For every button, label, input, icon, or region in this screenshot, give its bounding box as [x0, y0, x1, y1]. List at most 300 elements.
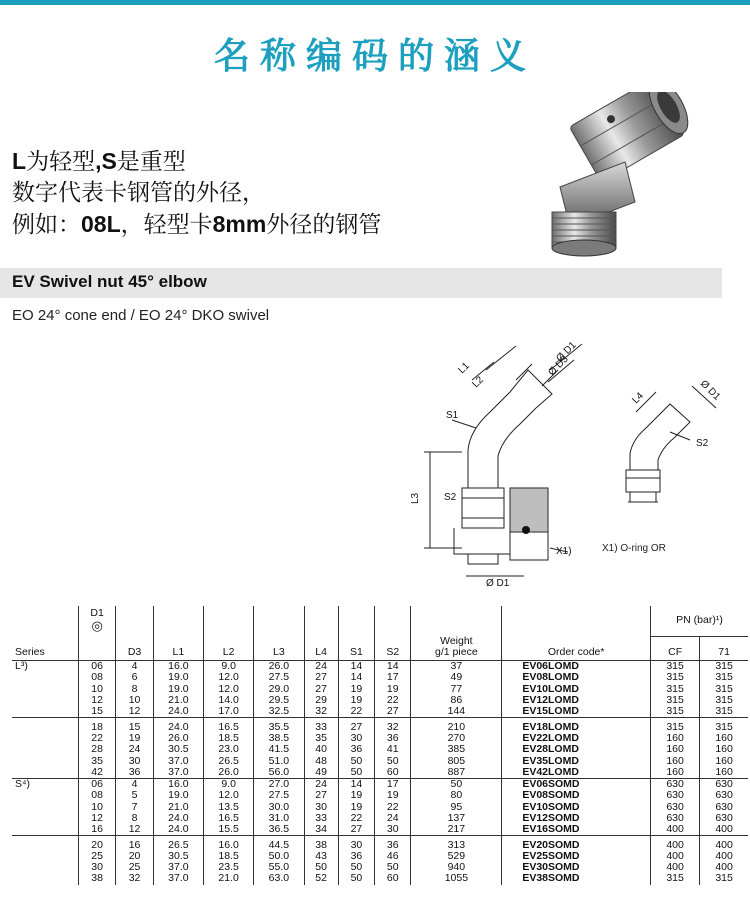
- cell-weight: 80: [411, 790, 502, 801]
- cell-l3: 41.5: [254, 744, 304, 755]
- cell-l1: 16.0: [153, 661, 203, 673]
- cell-d3: 10: [116, 695, 153, 706]
- cell-l3: 27.5: [254, 790, 304, 801]
- cell-l3: 29.0: [254, 684, 304, 695]
- cell-weight: 86: [411, 695, 502, 706]
- cell-s1: 14: [338, 661, 374, 673]
- cell-s2: 60: [375, 767, 411, 779]
- cell-order-code: EV08SOMD: [502, 790, 651, 801]
- cell-order-code: EV35LOMD: [502, 755, 651, 766]
- cell-l4: 24: [304, 661, 338, 673]
- th-pn: PN (bar)¹): [651, 606, 748, 636]
- cell-l2: 9.0: [204, 778, 254, 790]
- cell-s2: 22: [375, 802, 411, 813]
- cell-pn-cf: 315: [651, 873, 700, 884]
- cell-d1: 18: [78, 718, 115, 733]
- cell-order-code: EV20SOMD: [502, 836, 651, 851]
- cell-d1: 06: [78, 778, 115, 790]
- cell-pn-cf: 400: [651, 862, 700, 873]
- cell-series: [12, 695, 78, 706]
- cell-s2: 19: [375, 684, 411, 695]
- cell-pn-cf: 630: [651, 790, 700, 801]
- cell-pn-cf: 630: [651, 813, 700, 824]
- cell-order-code: EV12LOMD: [502, 695, 651, 706]
- cell-pn-71: 315: [700, 718, 748, 733]
- cell-l3: 31.0: [254, 813, 304, 824]
- cell-s1: 22: [338, 813, 374, 824]
- cell-weight: 313: [411, 836, 502, 851]
- cell-series: [12, 684, 78, 695]
- naming-explanation: [12, 146, 381, 241]
- cell-weight: 37: [411, 661, 502, 673]
- cell-s2: 50: [375, 862, 411, 873]
- cell-l3: 55.0: [254, 862, 304, 873]
- cell-d3: 4: [116, 778, 153, 790]
- cell-d1: 08: [78, 790, 115, 801]
- dim-label: S2: [444, 492, 457, 503]
- cell-pn-cf: 315: [651, 695, 700, 706]
- cell-d3: 15: [116, 718, 153, 733]
- intro-text: 是重型: [116, 149, 186, 175]
- cell-series: [12, 836, 78, 851]
- th-weight: Weight g/1 piece: [411, 636, 502, 661]
- cell-l2: 23.0: [204, 744, 254, 755]
- dim-label: L4: [630, 390, 646, 407]
- cell-l4: 40: [304, 744, 338, 755]
- table-row: [12, 836, 748, 851]
- cell-l1: 26.0: [153, 733, 203, 744]
- cell-l2: 14.0: [204, 695, 254, 706]
- th-s1: S1: [338, 636, 374, 661]
- cell-l1: 37.0: [153, 755, 203, 766]
- table-row: [12, 661, 748, 673]
- cell-pn-cf: 400: [651, 824, 700, 836]
- cell-l1: 19.0: [153, 672, 203, 683]
- cell-l1: 37.0: [153, 767, 203, 779]
- cell-l4: 27: [304, 790, 338, 801]
- cell-d3: 24: [116, 744, 153, 755]
- cell-weight: 887: [411, 767, 502, 779]
- cell-s1: 14: [338, 778, 374, 790]
- cell-series: [12, 824, 78, 836]
- dim-label: L2: [470, 374, 486, 391]
- cell-d3: 5: [116, 790, 153, 801]
- dim-label: Ø D1: [554, 340, 579, 365]
- table-row: [12, 778, 748, 790]
- cell-s1: 22: [338, 706, 374, 718]
- intro-text: 例如：: [12, 212, 81, 238]
- cell-weight: 137: [411, 813, 502, 824]
- cell-weight: 144: [411, 706, 502, 718]
- cell-weight: 95: [411, 802, 502, 813]
- cell-l4: 48: [304, 755, 338, 766]
- cell-l3: 51.0: [254, 755, 304, 766]
- cell-d3: 30: [116, 755, 153, 766]
- cell-l4: 34: [304, 824, 338, 836]
- cell-weight: 77: [411, 684, 502, 695]
- cell-l2: 12.0: [204, 684, 254, 695]
- cell-l1: 30.5: [153, 744, 203, 755]
- cell-weight: 270: [411, 733, 502, 744]
- cell-d1: 42: [78, 767, 115, 779]
- cell-pn-71: 400: [700, 862, 748, 873]
- cell-l1: 21.0: [153, 802, 203, 813]
- cell-l1: 37.0: [153, 873, 203, 884]
- cell-d1: 12: [78, 695, 115, 706]
- cell-s2: 14: [375, 661, 411, 673]
- cell-l2: 16.5: [204, 813, 254, 824]
- table-row: [12, 824, 748, 836]
- dimension-drawing-main: [410, 340, 600, 590]
- cell-d1: 06: [78, 661, 115, 673]
- cell-s2: 36: [375, 733, 411, 744]
- cell-order-code: EV22LOMD: [502, 733, 651, 744]
- cell-l1: 16.0: [153, 778, 203, 790]
- cell-s1: 27: [338, 824, 374, 836]
- cell-s2: 50: [375, 755, 411, 766]
- cell-s1: 36: [338, 851, 374, 862]
- intro-bold: 08L: [81, 211, 121, 237]
- dim-label: S1: [446, 410, 459, 421]
- cell-l4: 50: [304, 862, 338, 873]
- elbow-fitting-photo: [530, 92, 710, 270]
- cell-l2: 13.5: [204, 802, 254, 813]
- cell-l2: 12.0: [204, 672, 254, 683]
- dim-label: L3: [410, 492, 421, 504]
- cell-l1: 37.0: [153, 862, 203, 873]
- cell-series: [12, 862, 78, 873]
- cell-d1: 15: [78, 706, 115, 718]
- cell-l4: 24: [304, 778, 338, 790]
- page-banner: 名称编码的涵义: [213, 36, 536, 77]
- cell-order-code: EV42LOMD: [502, 767, 651, 779]
- cell-order-code: EV18LOMD: [502, 718, 651, 733]
- th-series: Series: [15, 646, 45, 658]
- cell-d3: 4: [116, 661, 153, 673]
- cell-pn-cf: 400: [651, 836, 700, 851]
- table-row: [12, 695, 748, 706]
- dim-label: S2: [696, 438, 709, 449]
- cell-l3: 56.0: [254, 767, 304, 779]
- cell-d3: 36: [116, 767, 153, 779]
- cell-l3: 44.5: [254, 836, 304, 851]
- cell-pn-71: 315: [700, 873, 748, 884]
- intro-text: 外径的钢管: [266, 212, 382, 238]
- cell-d1: 16: [78, 824, 115, 836]
- cell-l3: 36.5: [254, 824, 304, 836]
- cell-order-code: EV25SOMD: [502, 851, 651, 862]
- th-d1: D1: [90, 607, 104, 619]
- dim-label: L1: [456, 360, 472, 377]
- cell-l1: 26.5: [153, 836, 203, 851]
- cell-series: [12, 744, 78, 755]
- table-row: [12, 672, 748, 683]
- cell-pn-71: 400: [700, 851, 748, 862]
- cell-s2: 32: [375, 718, 411, 733]
- cell-pn-71: 315: [700, 684, 748, 695]
- th-s2: S2: [375, 636, 411, 661]
- table-row: [12, 802, 748, 813]
- cell-order-code: EV12SOMD: [502, 813, 651, 824]
- th-l2: L2: [204, 636, 254, 661]
- cell-pn-71: 315: [700, 672, 748, 683]
- cell-l4: 52: [304, 873, 338, 884]
- cell-l3: 27.5: [254, 672, 304, 683]
- cell-l2: 12.0: [204, 790, 254, 801]
- cell-s1: 50: [338, 862, 374, 873]
- cell-d3: 19: [116, 733, 153, 744]
- cell-s1: 50: [338, 755, 374, 766]
- th-blank: [12, 606, 78, 636]
- cell-series: [12, 706, 78, 718]
- dim-label: X1): [556, 546, 572, 557]
- cell-order-code: EV08LOMD: [502, 672, 651, 683]
- table-row: [12, 790, 748, 801]
- cell-pn-cf: 630: [651, 778, 700, 790]
- cell-weight: 1055: [411, 873, 502, 884]
- cell-l3: 35.5: [254, 718, 304, 733]
- dimensions-table: [12, 606, 748, 885]
- dim-label: Ø D3: [546, 353, 571, 379]
- th-order-code: Order code*: [502, 636, 651, 661]
- table-row: [12, 684, 748, 695]
- cell-l3: 27.0: [254, 778, 304, 790]
- cell-l2: 16.0: [204, 836, 254, 851]
- section-subtitle: EO 24° cone end / EO 24° DKO swivel: [12, 307, 270, 324]
- intro-bold: ,S: [95, 148, 117, 174]
- cell-s2: 17: [375, 778, 411, 790]
- cell-s2: 46: [375, 851, 411, 862]
- cell-d1: 10: [78, 684, 115, 695]
- cell-l4: 27: [304, 672, 338, 683]
- cell-l2: 26.0: [204, 767, 254, 779]
- cell-l4: 35: [304, 733, 338, 744]
- cell-series: [12, 813, 78, 824]
- cell-l1: 24.0: [153, 718, 203, 733]
- dim-label: Ø D1: [486, 578, 510, 589]
- cell-d1: 08: [78, 672, 115, 683]
- table-row: [12, 862, 748, 873]
- cell-s2: 60: [375, 873, 411, 884]
- cell-pn-71: 315: [700, 661, 748, 673]
- cell-pn-71: 400: [700, 836, 748, 851]
- cell-series: [12, 755, 78, 766]
- th-l3: L3: [254, 636, 304, 661]
- cell-d1: 12: [78, 813, 115, 824]
- cell-pn-cf: 315: [651, 672, 700, 683]
- cell-l2: 15.5: [204, 824, 254, 836]
- cell-l3: 26.0: [254, 661, 304, 673]
- cell-d3: 8: [116, 813, 153, 824]
- cell-s2: 27: [375, 706, 411, 718]
- cell-l3: 32.5: [254, 706, 304, 718]
- cell-weight: 210: [411, 718, 502, 733]
- cell-pn-cf: 630: [651, 802, 700, 813]
- cell-order-code: EV06SOMD: [502, 778, 651, 790]
- intro-bold: L: [12, 148, 27, 174]
- cell-l2: 17.0: [204, 706, 254, 718]
- cell-s1: 19: [338, 695, 374, 706]
- intro-bold: 8mm: [212, 211, 267, 237]
- th-l1: L1: [153, 636, 203, 661]
- cell-s1: 19: [338, 790, 374, 801]
- cell-pn-71: 315: [700, 695, 748, 706]
- cell-d3: 16: [116, 836, 153, 851]
- oring-note: X1) O-ring OR: [602, 543, 666, 554]
- cell-d3: 12: [116, 706, 153, 718]
- cell-order-code: EV10LOMD: [502, 684, 651, 695]
- cell-s2: 24: [375, 813, 411, 824]
- th-cf: CF: [651, 636, 700, 661]
- cell-s2: 22: [375, 695, 411, 706]
- cell-pn-71: 160: [700, 755, 748, 766]
- cell-d3: 12: [116, 824, 153, 836]
- cell-l3: 63.0: [254, 873, 304, 884]
- cell-pn-71: 400: [700, 824, 748, 836]
- cell-d3: 8: [116, 684, 153, 695]
- cell-l2: 18.5: [204, 851, 254, 862]
- cell-l3: 50.0: [254, 851, 304, 862]
- cell-pn-cf: 315: [651, 684, 700, 695]
- cell-series: [12, 851, 78, 862]
- cell-l4: 30: [304, 802, 338, 813]
- cell-s1: 19: [338, 684, 374, 695]
- cell-s2: 17: [375, 672, 411, 683]
- cell-order-code: EV16SOMD: [502, 824, 651, 836]
- cell-d3: 32: [116, 873, 153, 884]
- table-row: [12, 767, 748, 779]
- cell-pn-cf: 400: [651, 851, 700, 862]
- cell-l4: 27: [304, 684, 338, 695]
- cell-l2: 9.0: [204, 661, 254, 673]
- cell-l3: 30.0: [254, 802, 304, 813]
- cell-d1: 20: [78, 836, 115, 851]
- intro-line-1: [12, 146, 381, 178]
- cell-l1: 24.0: [153, 813, 203, 824]
- cell-pn-71: 160: [700, 733, 748, 744]
- table-row: [12, 744, 748, 755]
- cell-d3: 25: [116, 862, 153, 873]
- cell-l1: 21.0: [153, 695, 203, 706]
- cell-pn-71: 630: [700, 790, 748, 801]
- table-row: [12, 873, 748, 884]
- cell-s2: 19: [375, 790, 411, 801]
- cell-l1: 24.0: [153, 824, 203, 836]
- cell-weight: 940: [411, 862, 502, 873]
- cell-s1: 27: [338, 718, 374, 733]
- cell-series: L³): [12, 661, 78, 673]
- cell-l3: 29.5: [254, 695, 304, 706]
- cell-series: S⁴): [12, 778, 78, 790]
- table-row: [12, 813, 748, 824]
- cell-l4: 32: [304, 706, 338, 718]
- cell-l2: 16.5: [204, 718, 254, 733]
- cell-pn-71: 630: [700, 802, 748, 813]
- cell-series: [12, 802, 78, 813]
- table-row: [12, 706, 748, 718]
- cell-l4: 43: [304, 851, 338, 862]
- th-l4: L4: [304, 636, 338, 661]
- cell-s1: 14: [338, 672, 374, 683]
- cell-pn-71: 630: [700, 778, 748, 790]
- table-row: [12, 733, 748, 744]
- cell-pn-cf: 315: [651, 706, 700, 718]
- cell-l2: 26.5: [204, 755, 254, 766]
- cell-series: [12, 873, 78, 884]
- cell-l4: 49: [304, 767, 338, 779]
- cell-l3: 38.5: [254, 733, 304, 744]
- cell-d3: 6: [116, 672, 153, 683]
- top-accent-bar: [0, 0, 750, 5]
- table-row: [12, 718, 748, 733]
- cell-s1: 30: [338, 733, 374, 744]
- tube-symbol-icon: ◎: [91, 618, 103, 633]
- cell-series: [12, 672, 78, 683]
- cell-weight: 385: [411, 744, 502, 755]
- cell-l2: 21.0: [204, 873, 254, 884]
- cell-d1: 10: [78, 802, 115, 813]
- cell-pn-71: 160: [700, 744, 748, 755]
- cell-d1: 38: [78, 873, 115, 884]
- cell-l4: 33: [304, 813, 338, 824]
- cell-l2: 23.5: [204, 862, 254, 873]
- cell-s1: 36: [338, 744, 374, 755]
- cell-order-code: EV10SOMD: [502, 802, 651, 813]
- cell-l1: 24.0: [153, 706, 203, 718]
- cell-d1: 28: [78, 744, 115, 755]
- cell-pn-cf: 315: [651, 661, 700, 673]
- table-body: [12, 661, 748, 885]
- cell-weight: 50: [411, 778, 502, 790]
- dimension-drawing-dko: [600, 370, 740, 520]
- cell-series: [12, 718, 78, 733]
- cell-pn-71: 315: [700, 706, 748, 718]
- cell-s1: 50: [338, 873, 374, 884]
- cell-l2: 18.5: [204, 733, 254, 744]
- cell-d3: 7: [116, 802, 153, 813]
- dim-label: Ø D1: [697, 378, 723, 403]
- intro-text: ，轻型卡: [120, 212, 213, 238]
- cell-order-code: EV28LOMD: [502, 744, 651, 755]
- cell-series: [12, 790, 78, 801]
- cell-order-code: EV15LOMD: [502, 706, 651, 718]
- cell-d1: 22: [78, 733, 115, 744]
- cell-s2: 36: [375, 836, 411, 851]
- th-d3: D3: [116, 636, 153, 661]
- cell-s2: 30: [375, 824, 411, 836]
- cell-l4: 29: [304, 695, 338, 706]
- cell-l1: 30.5: [153, 851, 203, 862]
- cell-l4: 33: [304, 718, 338, 733]
- cell-series: [12, 733, 78, 744]
- table-row: [12, 755, 748, 766]
- intro-line-3: [12, 209, 381, 241]
- cell-s1: 19: [338, 802, 374, 813]
- intro-text: 为轻型: [26, 149, 96, 175]
- th-d1-symbol: [78, 606, 115, 636]
- th-71: 71: [700, 636, 748, 661]
- cell-l1: 19.0: [153, 684, 203, 695]
- cell-s1: 50: [338, 767, 374, 779]
- cell-s2: 41: [375, 744, 411, 755]
- cell-l4: 38: [304, 836, 338, 851]
- cell-pn-cf: 160: [651, 767, 700, 779]
- cell-order-code: EV38SOMD: [502, 873, 651, 884]
- cell-d1: 30: [78, 862, 115, 873]
- cell-s1: 30: [338, 836, 374, 851]
- cell-d1: 25: [78, 851, 115, 862]
- cell-d1: 35: [78, 755, 115, 766]
